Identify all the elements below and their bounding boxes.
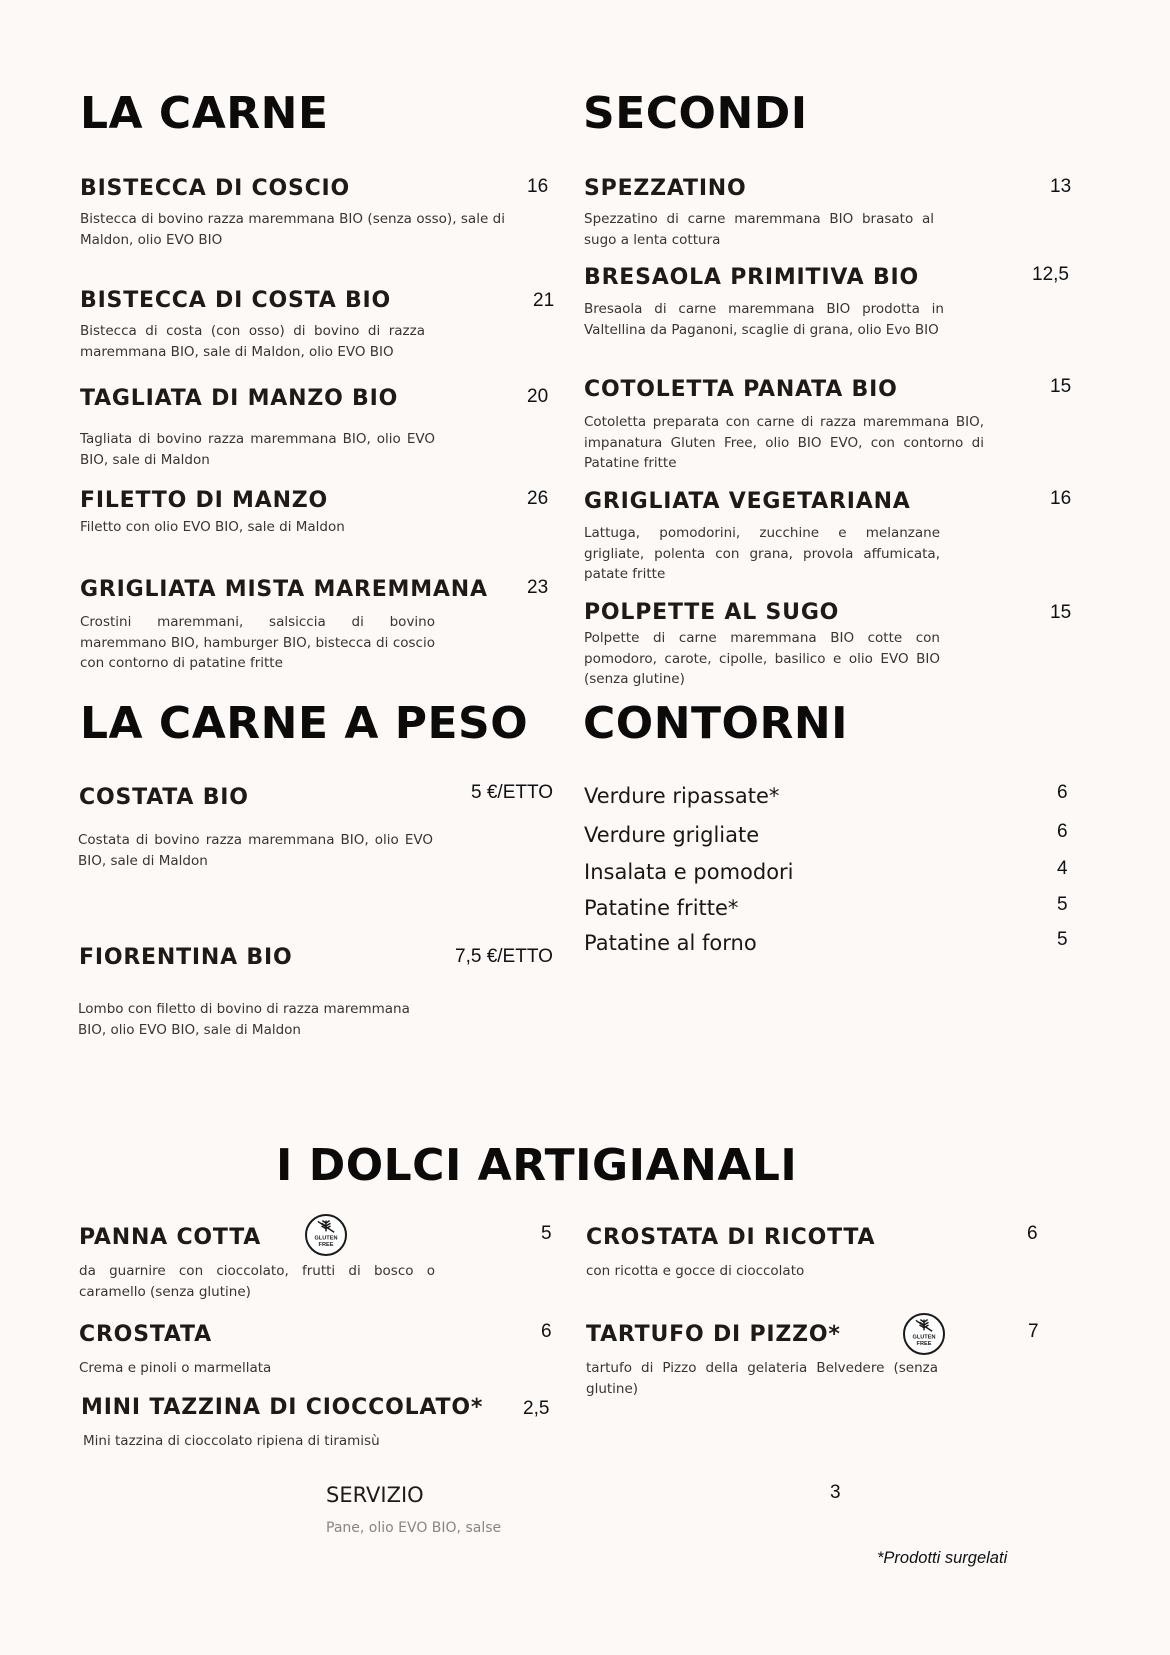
menu-item-name: COTOLETTA PANATA BIO [584, 377, 898, 402]
menu-item-name: COSTATA BIO [79, 785, 249, 810]
menu-item-name: FILETTO DI MANZO [80, 488, 329, 513]
section-title-dolci: I DOLCI ARTIGIANALI [276, 1140, 798, 1191]
dessert-price: 2,5 [523, 1398, 550, 1419]
menu-item-price: 16 [527, 176, 549, 197]
dessert-description: Mini tazzina di cioccolato ripiena di tiramisù [83, 1433, 380, 1449]
menu-item-price: 21 [533, 290, 555, 311]
gluten-free-icon [305, 1214, 347, 1256]
section-title-secondi: SECONDI [583, 88, 808, 139]
servizio-price: 3 [830, 1482, 841, 1503]
gluten-free-icon [903, 1313, 945, 1355]
gluten-free-text: GLUTEN [912, 1334, 936, 1341]
servizio-description: Pane, olio EVO BIO, salse [326, 1520, 502, 1536]
dessert-description: da guarnire con cioccolato, frutti di bosco o caramello (senza glutine) [79, 1263, 435, 1300]
dessert-name: MINI TAZZINA DI CIOCCOLATO* [81, 1395, 484, 1420]
dessert-name: CROSTATA DI RICOTTA [586, 1225, 876, 1250]
menu-item-price: 12,5 [1032, 264, 1069, 285]
menu-item-price: 7,5 €/ETTO [455, 946, 553, 967]
menu-item-description: Bistecca di costa (con osso) di bovino di razza maremmana BIO, sale di Maldon, olio EVO BIO [80, 323, 425, 360]
menu-item-price: 26 [527, 488, 549, 509]
side-dish-price: 6 [1057, 782, 1068, 803]
menu-item-name: SPEZZATINO [584, 176, 747, 201]
side-dish-price: 4 [1057, 858, 1068, 879]
menu-item-price: 16 [1050, 488, 1072, 509]
menu-item-description: Spezzatino di carne maremmana BIO brasato al sugo a lenta cottura [584, 211, 934, 248]
menu-item-description: Filetto con olio EVO BIO, sale di Maldon [80, 519, 345, 535]
menu-item-price: 15 [1050, 376, 1072, 397]
side-dish-price: 5 [1057, 894, 1068, 915]
dessert-price: 5 [541, 1223, 552, 1244]
section-title-carne-a-peso: LA CARNE A PESO [80, 698, 529, 749]
side-dish-price: 6 [1057, 821, 1068, 842]
menu-item-description: Costata di bovino razza maremmana BIO, olio EVO BIO, sale di Maldon [78, 832, 433, 869]
menu-item-name: BISTECCA DI COSTA BIO [80, 288, 392, 313]
menu-item-name: GRIGLIATA MISTA MAREMMANA [80, 577, 488, 602]
gluten-free-text: FREE [318, 1241, 334, 1248]
menu-item-name: FIORENTINA BIO [79, 945, 293, 970]
menu-item-description: Bresaola di carne maremmana BIO prodotta in Valtellina da Paganoni, scaglie di grana, olio Evo BIO [584, 301, 944, 338]
side-dish-name: Verdure ripassate* [584, 784, 780, 808]
menu-item-description: Bistecca di bovino razza maremmana BIO (senza osso), sale di Maldon, olio EVO BIO [80, 211, 505, 248]
menu-item-price: 13 [1050, 176, 1072, 197]
menu-item-name: BISTECCA DI COSCIO [80, 176, 351, 201]
menu-item-price: 23 [527, 577, 549, 598]
menu-item-description: Cotoletta preparata con carne di razza maremmana BIO, impanatura Gluten Free, olio BIO EVO, con contorno di Patatine fritte [584, 414, 984, 471]
dessert-name: TARTUFO DI PIZZO* [586, 1322, 841, 1347]
side-dish-price: 5 [1057, 929, 1068, 950]
menu-item-name: TAGLIATA DI MANZO BIO [80, 386, 399, 411]
menu-item-price: 20 [527, 386, 549, 407]
dessert-name: PANNA COTTA [79, 1225, 262, 1250]
menu-item-description: Tagliata di bovino razza maremmana BIO, olio EVO BIO, sale di Maldon [80, 431, 435, 468]
dessert-name: CROSTATA [79, 1322, 212, 1347]
dessert-description: con ricotta e gocce di cioccolato [586, 1263, 805, 1279]
menu-item-name: BRESAOLA PRIMITIVA BIO [584, 265, 920, 290]
frozen-products-footnote: *Prodotti surgelati [877, 1549, 1008, 1567]
dessert-price: 6 [1027, 1223, 1038, 1244]
section-title-contorni: CONTORNI [583, 698, 849, 749]
dessert-description: tartufo di Pizzo della gelateria Belvedere (senza glutine) [586, 1360, 938, 1397]
section-title-la-carne: LA CARNE [80, 88, 329, 139]
dessert-price: 7 [1028, 1321, 1039, 1342]
side-dish-name: Patatine al forno [584, 931, 757, 955]
servizio-label: SERVIZIO [326, 1483, 424, 1507]
menu-item-description: Crostini maremmani, salsiccia di bovino maremmano BIO, hamburger BIO, bistecca di coscio con contorno di patatine fritte [80, 614, 435, 671]
menu-item-price: 5 €/ETTO [471, 782, 554, 803]
gluten-free-text: FREE [916, 1340, 932, 1347]
side-dish-name: Patatine fritte* [584, 896, 739, 920]
menu-item-description: Lombo con filetto di bovino di razza maremmana BIO, olio EVO BIO, sale di Maldon [78, 1001, 410, 1038]
menu-item-price: 15 [1050, 602, 1072, 623]
side-dish-name: Insalata e pomodori [584, 860, 794, 884]
gluten-free-text: GLUTEN [314, 1235, 338, 1242]
side-dish-name: Verdure grigliate [584, 823, 760, 847]
menu-item-name: POLPETTE AL SUGO [584, 600, 840, 625]
dessert-description: Crema e pinoli o marmellata [79, 1360, 272, 1376]
dessert-price: 6 [541, 1321, 552, 1342]
menu-item-name: GRIGLIATA VEGETARIANA [584, 489, 911, 514]
menu-item-description: Lattuga, pomodorini, zucchine e melanzane grigliate, polenta con grana, provola affumicata, patate fritte [584, 525, 940, 582]
menu-item-description: Polpette di carne maremmana BIO cotte con pomodoro, carote, cipolle, basilico e olio EVO BIO (senza glutine) [584, 630, 940, 687]
